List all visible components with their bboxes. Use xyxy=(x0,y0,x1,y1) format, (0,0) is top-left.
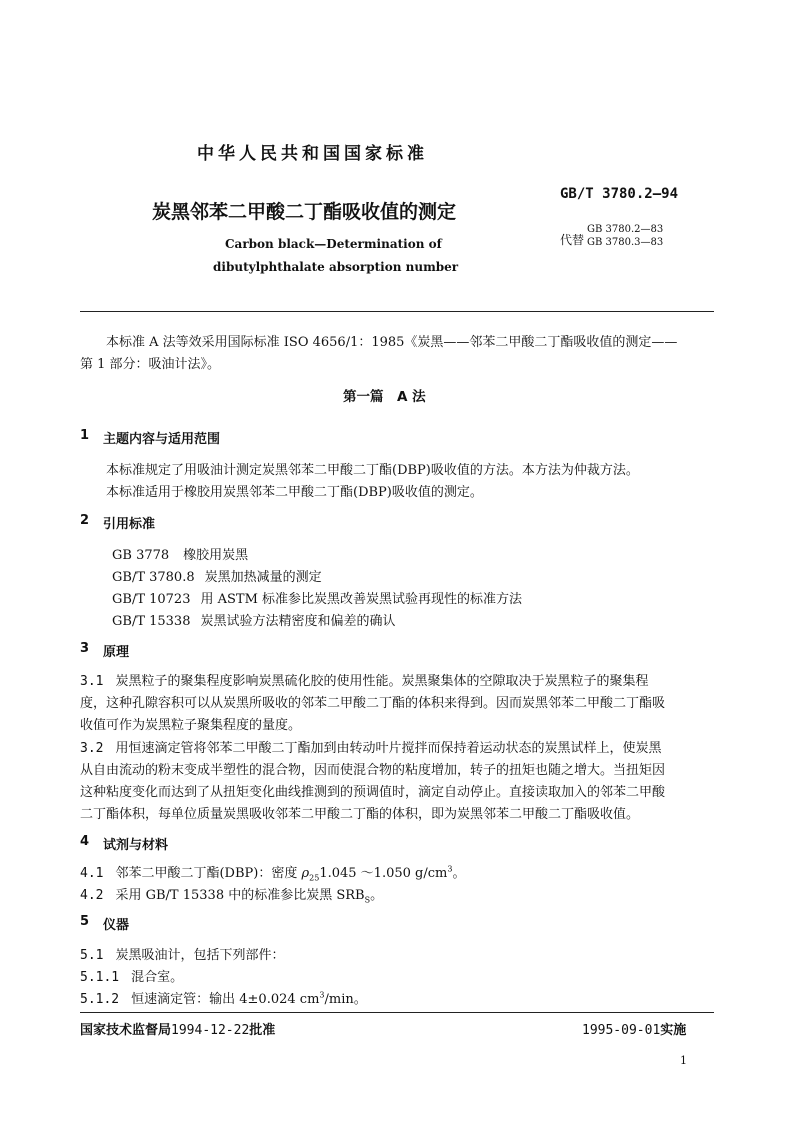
part-title: 第一篇 A 法 xyxy=(343,389,426,405)
clause-3-2-text: 用恒速滴定管将邻苯二甲酸二丁酯加到由转动叶片搅拌而保持着运动状态的炭黑试样上，使炭黑 xyxy=(115,741,662,756)
clause-3-2-line-3: 这种粘度变化而达到了从扭矩变化曲线推测到的预调值时，滴定自动停止。直接读取加入的邻苯二甲酸 xyxy=(80,785,666,800)
document-title-en-line2: dibutylphthalate absorption number xyxy=(213,260,459,274)
document-title-en-line1: Carbon black—Determination of xyxy=(225,237,442,251)
clause-5-1-1 xyxy=(80,966,183,985)
replaces-standard-1: GB 3780.2—83 xyxy=(587,224,664,235)
clause-4-2 xyxy=(80,884,383,905)
reference-item xyxy=(112,610,396,629)
approval-date: 1994-12-22 xyxy=(171,1023,250,1038)
clause-5-1-2 xyxy=(80,988,367,1007)
section-4-title: 试剂与材料 xyxy=(103,838,169,853)
clause-3-1-text: 炭黑粒子的聚集程度影响炭黑硫化胶的使用性能。炭黑聚集体的空隙取决于炭黑粒子的聚集程 xyxy=(115,674,649,689)
density-subscript: 25 xyxy=(309,873,320,883)
implementation-suffix: 实施 xyxy=(660,1023,687,1038)
clause-5-1-1-number: 5.1.1 xyxy=(80,970,120,985)
clause-5-1-2-end: /min。 xyxy=(324,992,367,1007)
reference-code: GB 3778 xyxy=(112,548,170,563)
reference-item xyxy=(112,588,522,607)
clause-5-1-number: 5.1 xyxy=(80,948,104,963)
clause-4-1-number: 4.1 xyxy=(80,866,104,881)
approval-line xyxy=(80,1019,275,1038)
clause-5-1-2-number: 5.1.2 xyxy=(80,992,120,1007)
clause-3-2-line-2: 从自由流动的粉末变成半塑性的混合物，因而使混合物的粘度增加，转子的扭矩也随之增大。当扭矩因 xyxy=(80,763,666,778)
reference-item xyxy=(112,544,248,563)
page-number: 1 xyxy=(680,1054,687,1067)
section-2-title: 引用标准 xyxy=(103,517,156,532)
reference-code: GB/T 15338 xyxy=(112,614,191,629)
section-5-title: 仪器 xyxy=(103,918,130,933)
approval-suffix: 批准 xyxy=(249,1023,276,1038)
section-4-number: 4 xyxy=(80,834,90,849)
header-divider xyxy=(80,311,714,312)
replaces-label: 代替 xyxy=(560,233,585,247)
approval-organization: 国家技术监督局 xyxy=(80,1023,172,1038)
clause-4-2-end: 。 xyxy=(370,888,384,903)
clause-3-1-line-3: 收值可作为炭黑粒子聚集程度的量度。 xyxy=(80,718,302,733)
standard-code: GB/T 3780.2—94 xyxy=(560,186,679,202)
national-standard-heading: 中华人民共和国国家标准 xyxy=(197,144,428,164)
reference-title: 用 ASTM 标准参比炭黑改善炭黑试验再现性的标准方法 xyxy=(200,592,523,607)
reference-code: GB/T 3780.8 xyxy=(112,570,195,585)
clause-4-1-text: 邻苯二甲酸二丁酯(DBP)：密度 xyxy=(115,866,302,881)
implementation-date: 1995-09-01 xyxy=(582,1023,661,1038)
clause-3-1-number: 3.1 xyxy=(80,674,104,689)
clause-4-1 xyxy=(80,862,465,883)
intro-line-1: 本标准 A 法等效采用国际标准 ISO 4656/1：1985《炭黑——邻苯二甲酸二丁酯吸收值的测定—— xyxy=(106,335,678,350)
unit-superscript: 3 xyxy=(447,864,453,874)
srb-subscript: S xyxy=(364,895,371,905)
reference-item xyxy=(112,566,322,585)
density-range: 1.045 ～1.050 g/cm xyxy=(319,866,448,881)
clause-3-2-line-1 xyxy=(80,737,662,756)
clause-4-1-end: 。 xyxy=(452,866,466,881)
unit-superscript: 3 xyxy=(319,990,325,1000)
implementation-line xyxy=(582,1019,686,1038)
clause-3-1-line-2: 度，这种孔隙容积可以从炭黑所吸收的邻苯二甲酸二丁酯的体积来得到。因而炭黑邻苯二甲酸二丁酯吸 xyxy=(80,696,666,711)
reference-title: 炭黑试验方法精密度和偏差的确认 xyxy=(200,614,396,629)
section-1-number: 1 xyxy=(80,428,90,443)
density-symbol: ρ xyxy=(301,866,310,881)
section-1-paragraph-2: 本标准适用于橡胶用炭黑邻苯二甲酸二丁酯(DBP)吸收值的测定。 xyxy=(106,485,483,500)
clause-3-1-line-1 xyxy=(80,670,649,689)
reference-title: 炭黑加热减量的测定 xyxy=(204,570,322,585)
reference-code: GB/T 10723 xyxy=(112,592,191,607)
clause-5-1-1-text: 混合室。 xyxy=(131,970,184,985)
clause-4-2-text: 采用 GB/T 15338 中的标准参比炭黑 SRB xyxy=(115,888,365,903)
section-5-number: 5 xyxy=(80,914,90,929)
clause-3-2-line-4: 二丁酯体积，每单位质量炭黑吸收邻苯二甲酸二丁酯的体积，即为炭黑邻苯二甲酸二丁酯吸收值。 xyxy=(80,807,640,822)
section-3-title: 原理 xyxy=(103,645,130,660)
section-1-paragraph-1: 本标准规定了用吸油计测定炭黑邻苯二甲酸二丁酯(DBP)吸收值的方法。本方法为仲裁方法。 xyxy=(106,463,639,478)
clause-5-1-text: 炭黑吸油计，包括下列部件： xyxy=(115,948,285,963)
intro-line-2: 第 1 部分：吸油计法》。 xyxy=(80,357,221,372)
replaces-standard-2: GB 3780.3—83 xyxy=(587,237,664,248)
clause-5-1 xyxy=(80,944,285,963)
footer-divider xyxy=(80,1012,714,1013)
reference-title: 橡胶用炭黑 xyxy=(183,548,249,563)
section-1-title: 主题内容与适用范围 xyxy=(103,432,221,447)
clause-3-2-number: 3.2 xyxy=(80,741,104,756)
section-2-number: 2 xyxy=(80,513,90,528)
section-3-number: 3 xyxy=(80,641,90,656)
clause-4-2-number: 4.2 xyxy=(80,888,104,903)
clause-5-1-2-text: 恒速滴定管：输出 4±0.024 cm xyxy=(131,992,320,1007)
document-title-cn: 炭黑邻苯二甲酸二丁酯吸收值的测定 xyxy=(152,201,457,223)
